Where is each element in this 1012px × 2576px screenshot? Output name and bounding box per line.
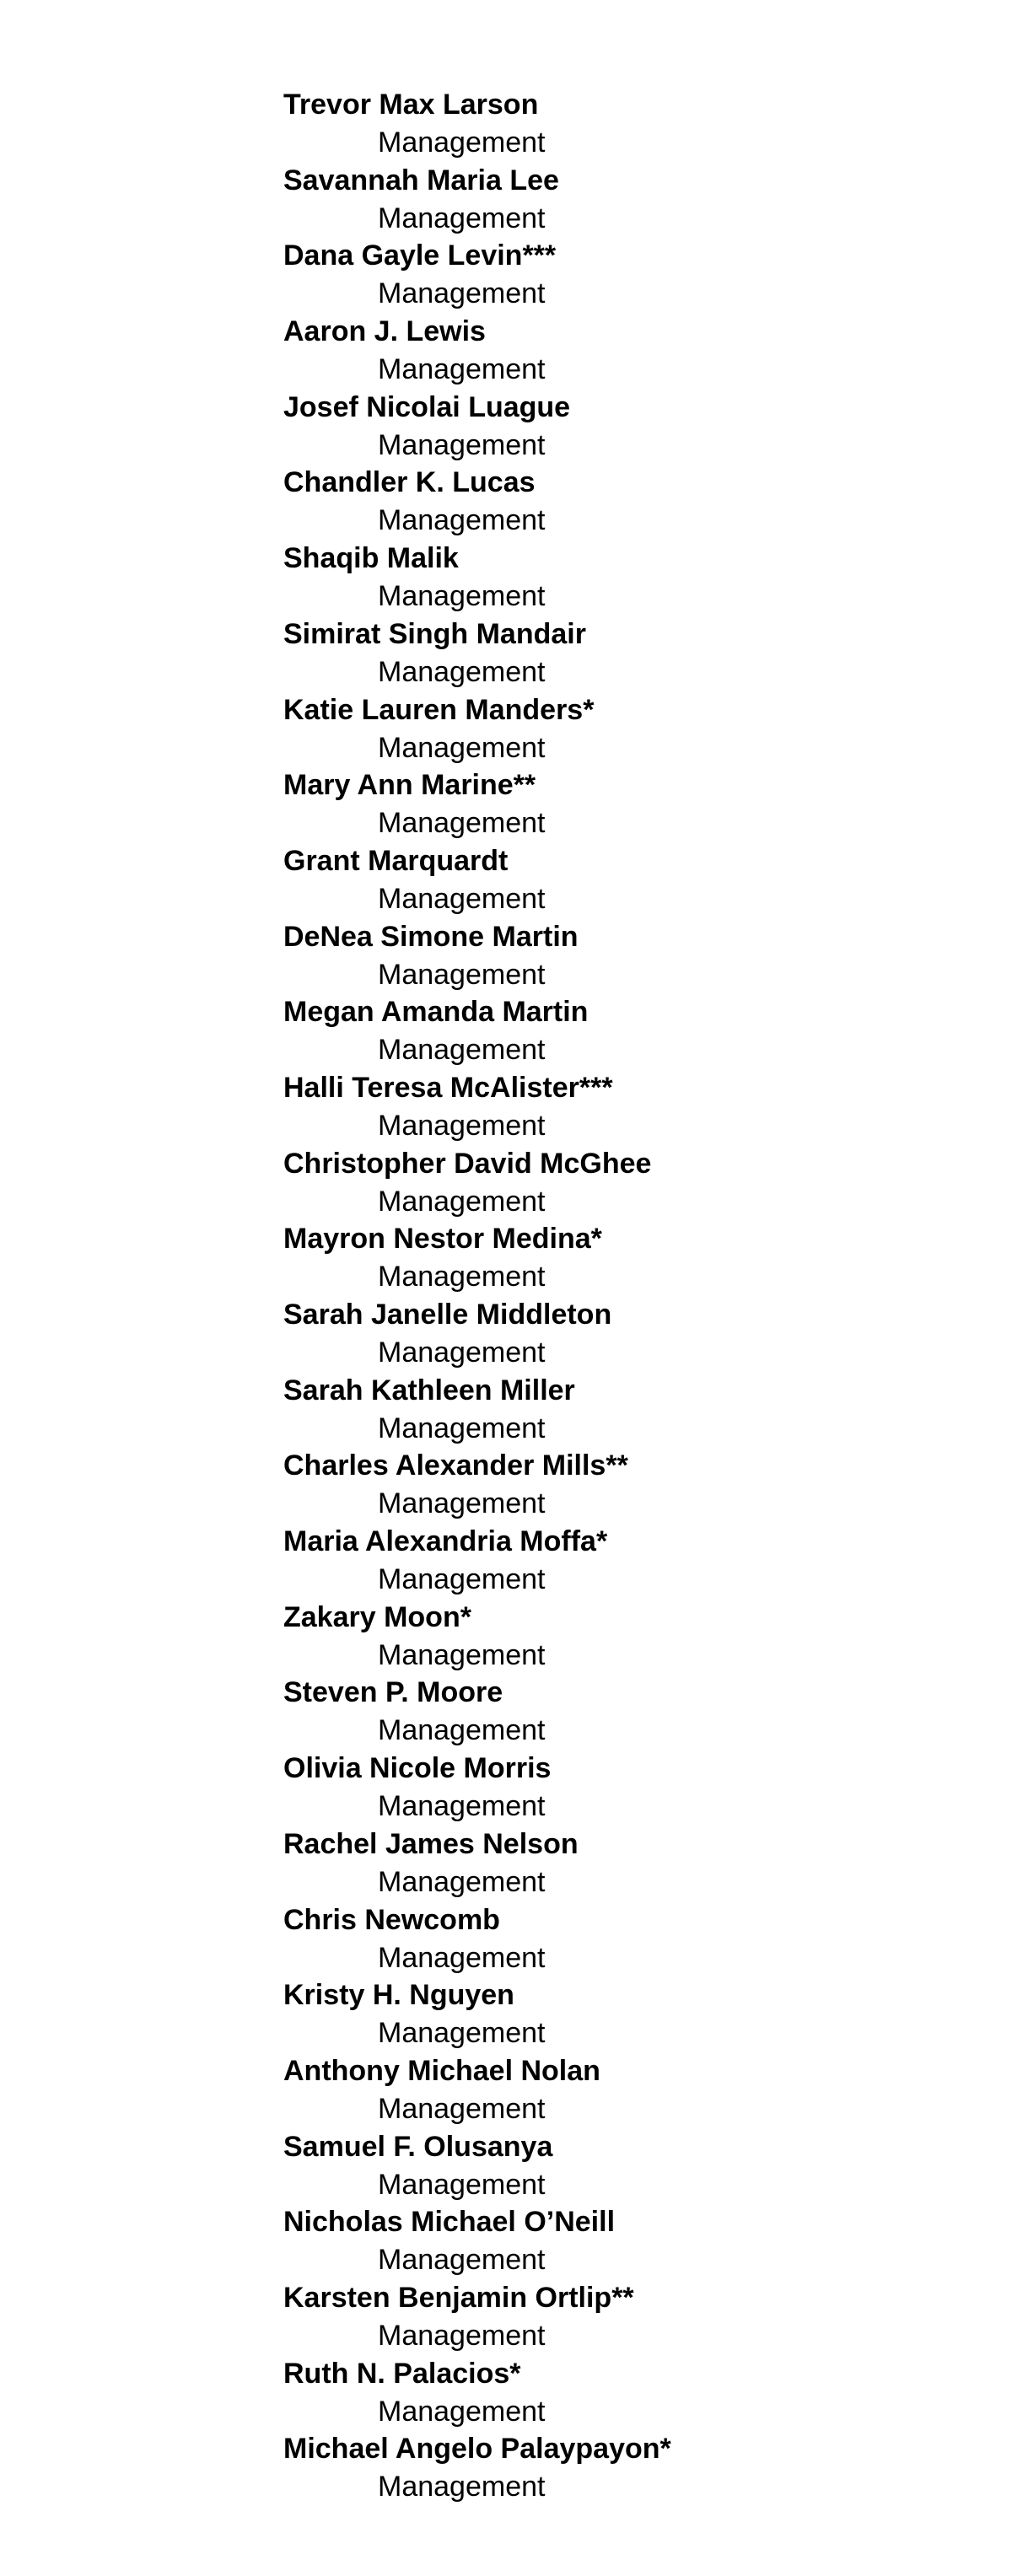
graduate-program: Management	[378, 277, 546, 310]
graduate-program: Management	[378, 1487, 546, 1520]
graduate-name: Grant Marquardt	[283, 844, 509, 877]
graduate-entry	[283, 389, 958, 465]
graduate-program: Management	[378, 2319, 546, 2352]
graduate-name: DeNea Simone Martin	[283, 920, 579, 953]
graduate-name: Katie Lauren Manders*	[283, 693, 595, 726]
graduate-entry	[283, 691, 958, 767]
graduate-name: Karsten Benjamin Ortlip**	[283, 2281, 634, 2314]
graduate-name: Shaqib Malik	[283, 542, 459, 575]
graduate-program: Management	[378, 2092, 546, 2125]
graduate-name: Ruth N. Palacios*	[283, 2357, 521, 2390]
graduate-program: Management	[378, 1034, 546, 1067]
graduate-name: Anthony Michael Nolan	[283, 2054, 600, 2087]
graduate-entry	[283, 1296, 958, 1372]
graduate-program: Management	[378, 504, 546, 537]
graduate-entry	[283, 842, 958, 918]
graduate-entry	[283, 162, 958, 238]
graduate-entry	[283, 540, 958, 616]
graduate-program: Management	[378, 1714, 546, 1747]
graduate-program: Management	[378, 807, 546, 840]
graduate-name: Kristy H. Nguyen	[283, 1979, 514, 2012]
graduate-entry	[283, 2052, 958, 2128]
graduate-entry	[283, 766, 958, 842]
graduate-entry	[283, 1750, 958, 1826]
graduate-entry	[283, 2128, 958, 2204]
graduate-program: Management	[378, 731, 546, 764]
graduate-entry	[283, 2203, 958, 2279]
graduate-entry	[283, 993, 958, 1069]
graduate-name: Rachel James Nelson	[283, 1827, 579, 1860]
graduate-program: Management	[378, 1336, 546, 1369]
graduate-name: Aaron J. Lewis	[283, 315, 486, 348]
graduate-entry	[283, 1976, 958, 2052]
graduate-name: Chandler K. Lucas	[283, 466, 536, 499]
graduate-entry	[283, 237, 958, 313]
graduate-name: Savannah Maria Lee	[283, 164, 559, 196]
graduate-program: Management	[378, 1185, 546, 1218]
graduate-name: Maria Alexandria Moffa*	[283, 1525, 608, 1558]
graduate-list	[283, 86, 958, 2506]
graduate-entry	[283, 1220, 958, 1296]
graduate-name: Trevor Max Larson	[283, 89, 539, 121]
graduate-entry	[283, 86, 958, 162]
graduate-name: Mayron Nestor Medina*	[283, 1223, 602, 1256]
graduate-name: Michael Angelo Palaypayon*	[283, 2433, 671, 2466]
graduate-name: Zakary Moon*	[283, 1600, 471, 1633]
graduate-entry	[283, 1901, 958, 1977]
graduate-program: Management	[378, 1941, 546, 1974]
graduate-program: Management	[378, 126, 546, 159]
graduate-entry	[283, 1372, 958, 1448]
graduate-name: Mary Ann Marine**	[283, 769, 536, 802]
graduate-program: Management	[378, 1412, 546, 1444]
graduate-entry	[283, 2430, 958, 2506]
graduate-program: Management	[378, 2017, 546, 2050]
graduate-program: Management	[378, 958, 546, 991]
graduate-entry	[283, 1447, 958, 1523]
graduate-name: Josef Nicolai Luague	[283, 390, 571, 423]
graduate-name: Halli Teresa McAlister***	[283, 1071, 613, 1104]
graduate-program: Management	[378, 580, 546, 613]
graduate-name: Steven P. Moore	[283, 1676, 503, 1709]
graduate-entry	[283, 313, 958, 389]
graduate-program: Management	[378, 428, 546, 461]
graduate-entry	[283, 2279, 958, 2355]
graduate-name: Samuel F. Olusanya	[283, 2130, 553, 2163]
graduate-program: Management	[378, 1790, 546, 1823]
graduate-name: Simirat Singh Mandair	[283, 617, 586, 650]
graduate-entry	[283, 1599, 958, 1675]
graduate-entry	[283, 918, 958, 994]
graduate-program: Management	[378, 353, 546, 386]
graduate-name: Charles Alexander Mills**	[283, 1449, 628, 1482]
graduate-name: Chris Newcomb	[283, 1903, 500, 1936]
graduate-entry	[283, 1523, 958, 1599]
graduate-entry	[283, 2355, 958, 2431]
graduate-name: Nicholas Michael O’Neill	[283, 2206, 616, 2239]
graduate-entry	[283, 616, 958, 691]
graduate-name: Dana Gayle Levin***	[283, 239, 557, 272]
graduate-entry	[283, 1674, 958, 1750]
graduate-program: Management	[378, 882, 546, 915]
graduate-name: Christopher David McGhee	[283, 1147, 652, 1180]
graduate-entry	[283, 1145, 958, 1221]
graduate-program: Management	[378, 2471, 546, 2503]
graduate-program: Management	[378, 1563, 546, 1596]
graduate-entry	[283, 1826, 958, 1901]
graduate-program: Management	[378, 2168, 546, 2201]
graduate-entry	[283, 464, 958, 540]
graduate-program: Management	[378, 655, 546, 688]
graduate-program: Management	[378, 1638, 546, 1671]
graduate-program: Management	[378, 202, 546, 234]
graduate-program: Management	[378, 1261, 546, 1293]
graduate-name: Olivia Nicole Morris	[283, 1752, 552, 1785]
graduate-program: Management	[378, 2395, 546, 2428]
graduate-program: Management	[378, 1865, 546, 1898]
graduate-program: Management	[378, 2244, 546, 2277]
graduate-name: Sarah Kathleen Miller	[283, 1374, 575, 1406]
graduate-name: Megan Amanda Martin	[283, 996, 589, 1029]
graduate-name: Sarah Janelle Middleton	[283, 1299, 612, 1331]
graduate-entry	[283, 1069, 958, 1145]
graduate-program: Management	[378, 1109, 546, 1142]
